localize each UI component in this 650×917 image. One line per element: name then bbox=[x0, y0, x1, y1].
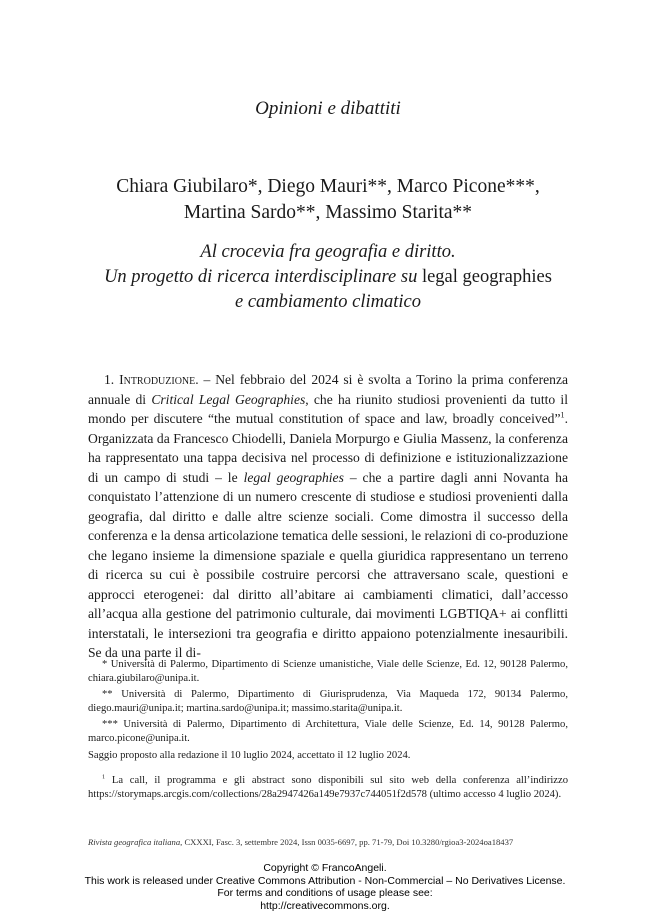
section-name: Introduzione bbox=[119, 372, 196, 387]
title-line-2-roman: legal geographies bbox=[421, 267, 552, 287]
footnote-text: La call, il programma e gli abstract sono disponibili sul sito web della conferenza all’indirizzo https://storymaps.arcgis.com/collections/28a2947426a149e7937c744051f2d578 (ultimo accesso 4 luglio 2024). bbox=[88, 775, 568, 800]
copyright-notice bbox=[0, 862, 650, 912]
journal-details: , CXXXI, Fasc. 3, settembre 2024, Issn 0035-6697, pp. 71-79, Doi 10.3280/rgioa3-2024oa18437 bbox=[180, 837, 514, 847]
footnote-number: 1 bbox=[102, 773, 106, 781]
footnote-1 bbox=[88, 774, 568, 802]
paragraph-text: . – Nel febbraio del 2024 si è svolta a Torino la prima conferenza annuale di bbox=[88, 372, 569, 407]
authors-line-1: Chiara Giubilaro*, Diego Mauri**, Marco Picone***, bbox=[116, 176, 540, 197]
paragraph-1 bbox=[88, 370, 568, 663]
copyright-line-3: For terms and conditions of usage please see: bbox=[217, 887, 433, 899]
title-line-3: e cambiamento climatico bbox=[235, 292, 421, 312]
paragraph-text: , che ha riunito studiosi provenienti da tutto il mondo per discutere “the mutual constitution of space and law, broadly conceived” bbox=[88, 391, 568, 426]
title-line-1: Al crocevia fra geografia e diritto. bbox=[200, 242, 456, 262]
paragraph-text: . Organizzata da Francesco Chiodelli, Daniela Morpurgo e Giulia Massenz, la conferenza ha rappresentato una tappa decisiva nel processo di definizione e istituzionalizzazione di un campo di studi – le bbox=[88, 411, 568, 485]
affiliation: ** Università di Palermo, Dipartimento di Giurisprudenza, Via Maqueda 172, 90134 Palermo, diego.mauri@unipa.it; martina.sardo@unipa.it; massimo.starita@unipa.it. bbox=[88, 689, 568, 714]
title-line-2 bbox=[88, 265, 568, 290]
author-list bbox=[88, 174, 568, 226]
affiliation: *** Università di Palermo, Dipartimento di Architettura, Viale delle Scienze, Ed. 14, 90128 Palermo, marco.picone@unipa.it. bbox=[88, 719, 568, 744]
affiliation: * Università di Palermo, Dipartimento di Scienze umanistiche, Viale delle Scienze, Ed. 12, 90128 Palermo, chiara.giubilaro@unipa.it. bbox=[88, 659, 568, 684]
authors-line-2: Martina Sardo**, Massimo Starita** bbox=[183, 202, 473, 223]
section-heading: Opinioni e dibattiti bbox=[255, 98, 401, 119]
author-affiliations bbox=[88, 658, 568, 748]
article-title bbox=[88, 240, 568, 315]
body-text bbox=[88, 370, 568, 663]
section-number: 1. bbox=[104, 372, 120, 387]
title-line-2-italic: Un progetto di ricerca interdisciplinare su bbox=[104, 267, 422, 287]
paragraph-text: – che a partire dagli anni Novanta ha conquistato l’attenzione di un numero crescente di studiose e studiosi provenienti dalla geografia, dal diritto e dalle altre scienze sociali. Come dimostra il successo della conferenza e la densa articolazione tematica delle sessioni, le relazioni di co-produzione che legano insieme la dimensione spaziale e quella giuridica rappresentano un terreno di ricerca su cui è possibile costruire percorsi che attraversano scale, questioni e approcci eterogenei: dal diritto all’abitare ai cambiamenti climatici, dall’accesso all’acqua alla gestione del patrimonio culturale, dai movimenti LGBTIQA+ ai conflitti interstatali, le intersezioni tra geografia e diritto appaiono potenzialmente inesauribili. Se da una parte il di- bbox=[88, 469, 568, 660]
copyright-line-2: This work is released under Creative Commons Attribution - Non-Commercial – No Derivatives License. bbox=[84, 874, 566, 887]
emphasis-text: Critical Legal Geographies bbox=[151, 391, 306, 407]
footnote bbox=[88, 774, 568, 802]
copyright-link[interactable]: http://creativecommons.org. bbox=[260, 899, 390, 912]
emphasis-text: legal geographies bbox=[243, 469, 344, 485]
journal-name: Rivista geografica italiana bbox=[88, 837, 181, 847]
footnote-ref[interactable]: 1 bbox=[560, 410, 565, 420]
journal-citation bbox=[88, 836, 568, 848]
submission-dates: Saggio proposto alla redazione il 10 luglio 2024, accettato il 12 luglio 2024. bbox=[88, 750, 411, 761]
copyright-line-1: Copyright © FrancoAngeli. bbox=[263, 862, 387, 874]
